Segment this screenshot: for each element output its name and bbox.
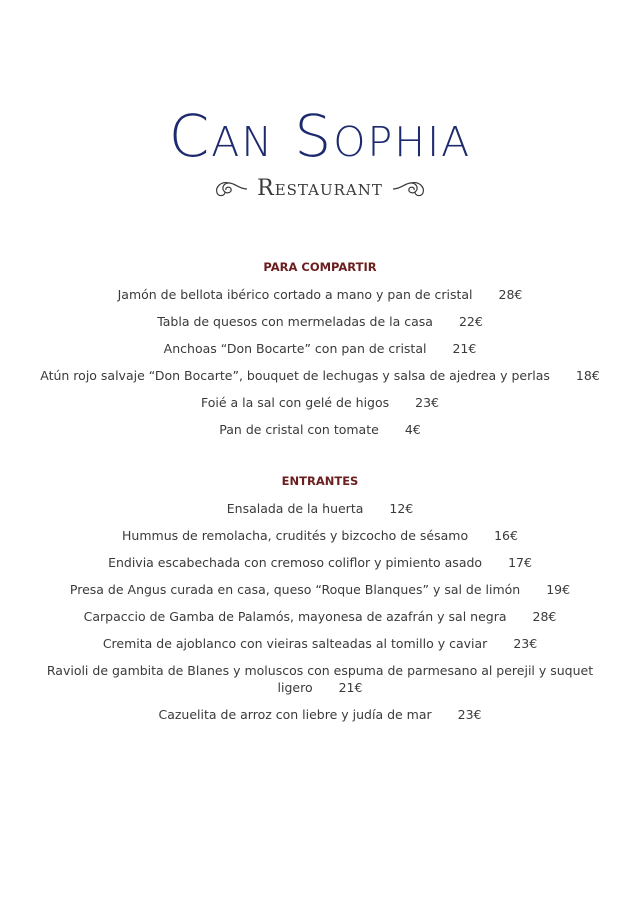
item-name: Cremita de ajoblanco con vieiras salteadas al tomillo y caviar <box>102 636 488 651</box>
logo-subtitle: Restaurant <box>257 176 383 201</box>
item-name: Pan de cristal con tomate <box>219 422 379 437</box>
item-name: Foié a la sal con gelé de higos <box>200 395 390 410</box>
item-price: 4€ <box>404 422 421 437</box>
menu-item <box>0 662 640 696</box>
menu-item <box>0 527 640 544</box>
menu-item <box>0 421 640 438</box>
item-price: 28€ <box>532 609 557 624</box>
item-price: 18€ <box>575 368 600 383</box>
menu-item <box>0 581 640 598</box>
section-title: PARA COMPARTIR <box>263 260 377 274</box>
menu-item <box>0 286 640 303</box>
menu-item <box>0 635 640 652</box>
item-price: 17€ <box>508 555 532 570</box>
item-price: 28€ <box>498 287 523 302</box>
item-name: Ensalada de la huerta <box>226 501 364 516</box>
menu-item <box>0 706 640 723</box>
item-price: 21€ <box>452 341 477 356</box>
item-name: Hummus de remolacha, crudités y bizcocho de sésamo <box>122 528 469 543</box>
logo-title: Can Sophia <box>168 102 472 170</box>
right-flourish-icon <box>391 179 427 199</box>
item-name: Carpaccio de Gamba de Palamós, mayonesa de azafrán y sal negra <box>83 609 507 624</box>
item-price: 23€ <box>513 636 538 651</box>
item-price: 23€ <box>415 395 439 410</box>
item-name: Anchoas “Don Bocarte” con pan de cristal <box>163 341 427 356</box>
item-name: Ravioli de gambita de Blanes y moluscos con espuma de parmesano al perejil y suquet ligero <box>46 663 594 695</box>
item-name: Tabla de quesos con mermeladas de la casa <box>157 314 433 329</box>
item-price: 19€ <box>546 582 571 597</box>
item-price: 22€ <box>458 314 483 329</box>
item-price: 21€ <box>338 680 363 695</box>
menu-item <box>0 554 640 571</box>
section-para-compartir <box>0 258 640 448</box>
section-entrantes <box>0 472 640 733</box>
item-price: 16€ <box>494 528 518 543</box>
menu-item <box>0 367 640 384</box>
section-title: ENTRANTES <box>281 474 359 488</box>
item-name: Presa de Angus curada en casa, queso “Roque Blanques” y sal de limón <box>69 582 521 597</box>
left-flourish-icon <box>213 179 249 199</box>
restaurant-logo <box>0 100 640 201</box>
menu-item <box>0 500 640 517</box>
item-price: 23€ <box>457 707 482 722</box>
menu-item <box>0 340 640 357</box>
logo-subtitle-row <box>0 176 640 201</box>
item-price: 12€ <box>389 501 414 516</box>
menu-item <box>0 313 640 330</box>
item-name: Jamón de bellota ibérico cortado a mano y pan de cristal <box>117 287 473 302</box>
item-name: Cazuelita de arroz con liebre y judía de mar <box>158 707 432 722</box>
menu-item <box>0 608 640 625</box>
menu-item <box>0 394 640 411</box>
item-name: Atún rojo salvaje “Don Bocarte”, bouquet de lechugas y salsa de ajedrea y perlas <box>40 368 550 383</box>
item-name: Endivia escabechada con cremoso coliflor y pimiento asado <box>108 555 483 570</box>
